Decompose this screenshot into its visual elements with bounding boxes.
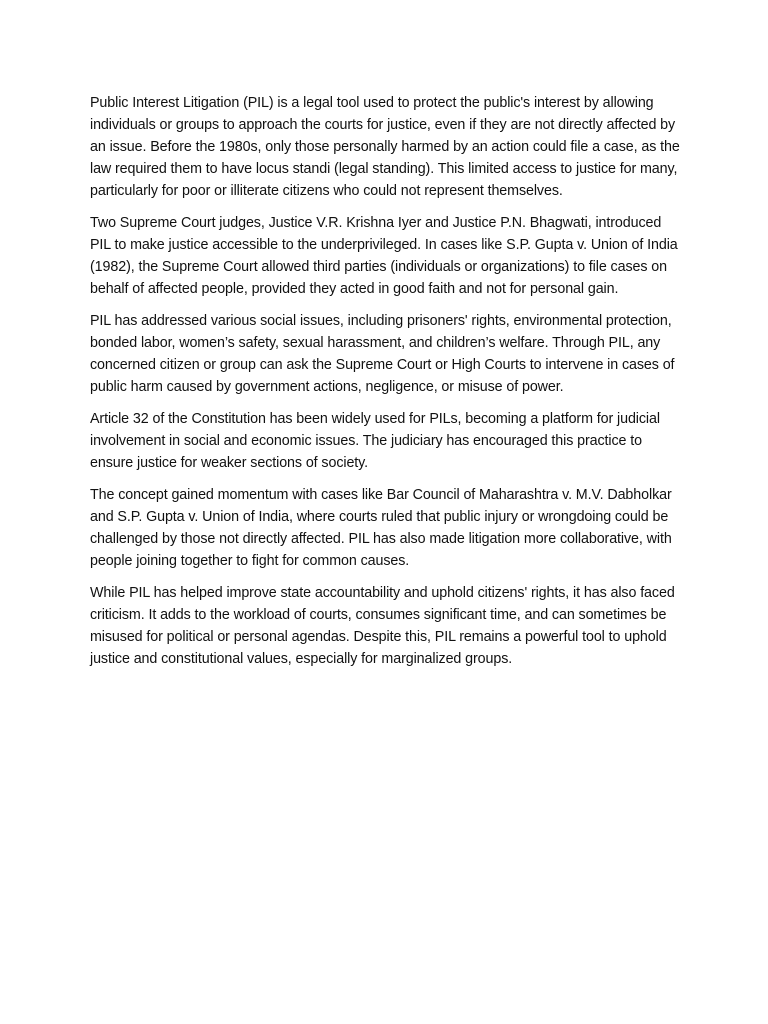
paragraph-pil-criticism: While PIL has helped improve state accountability and uphold citizens' rights, it has also faced criticism. It adds to the workload of courts, consumes significant time, and can sometimes be misused for political or personal agendas. Despite this, PIL remains a powerful tool to uphold justice and constitutional values, especially for marginalized groups.: [90, 585, 675, 667]
paragraph-article-32: Article 32 of the Constitution has been widely used for PILs, becoming a platform for judicial involvement in social and economic issues. The judiciary has encouraged this practice to ensure justice for weaker sections of society.: [90, 411, 660, 471]
document-body: [90, 92, 680, 680]
paragraph-pil-social-issues: PIL has addressed various social issues, including prisoners' rights, environmental protection, bonded labor, women’s safety, sexual harassment, and children’s welfare. Through PIL, any concerned citizen or group can ask the Supreme Court or High Courts to intervene in cases of public harm caused by government actions, negligence, or misuse of power.: [90, 313, 675, 395]
paragraph-pil-origin: Two Supreme Court judges, Justice V.R. Krishna Iyer and Justice P.N. Bhagwati, introduced PIL to make justice accessible to the underprivileged. In cases like S.P. Gupta v. Union of India (1982), the Supreme Court allowed third parties (individuals or organizations) to file cases on behalf of affected people, provided they acted in good faith and not for personal gain.: [90, 215, 678, 297]
paragraph-pil-momentum: The concept gained momentum with cases like Bar Council of Maharashtra v. M.V. Dabholkar and S.P. Gupta v. Union of India, where courts ruled that public injury or wrongdoing could be challenged by those not directly affected. PIL has also made litigation more collaborative, with people joining together to fight for common causes.: [90, 487, 672, 569]
paragraph-pil-definition: Public Interest Litigation (PIL) is a legal tool used to protect the public's interest by allowing individuals or groups to approach the courts for justice, even if they are not directly affected by an issue. Before the 1980s, only those personally harmed by an action could file a case, as the law required them to have locus standi (legal standing). This limited access to justice for many, particularly for poor or illiterate citizens who could not represent themselves.: [90, 95, 680, 199]
